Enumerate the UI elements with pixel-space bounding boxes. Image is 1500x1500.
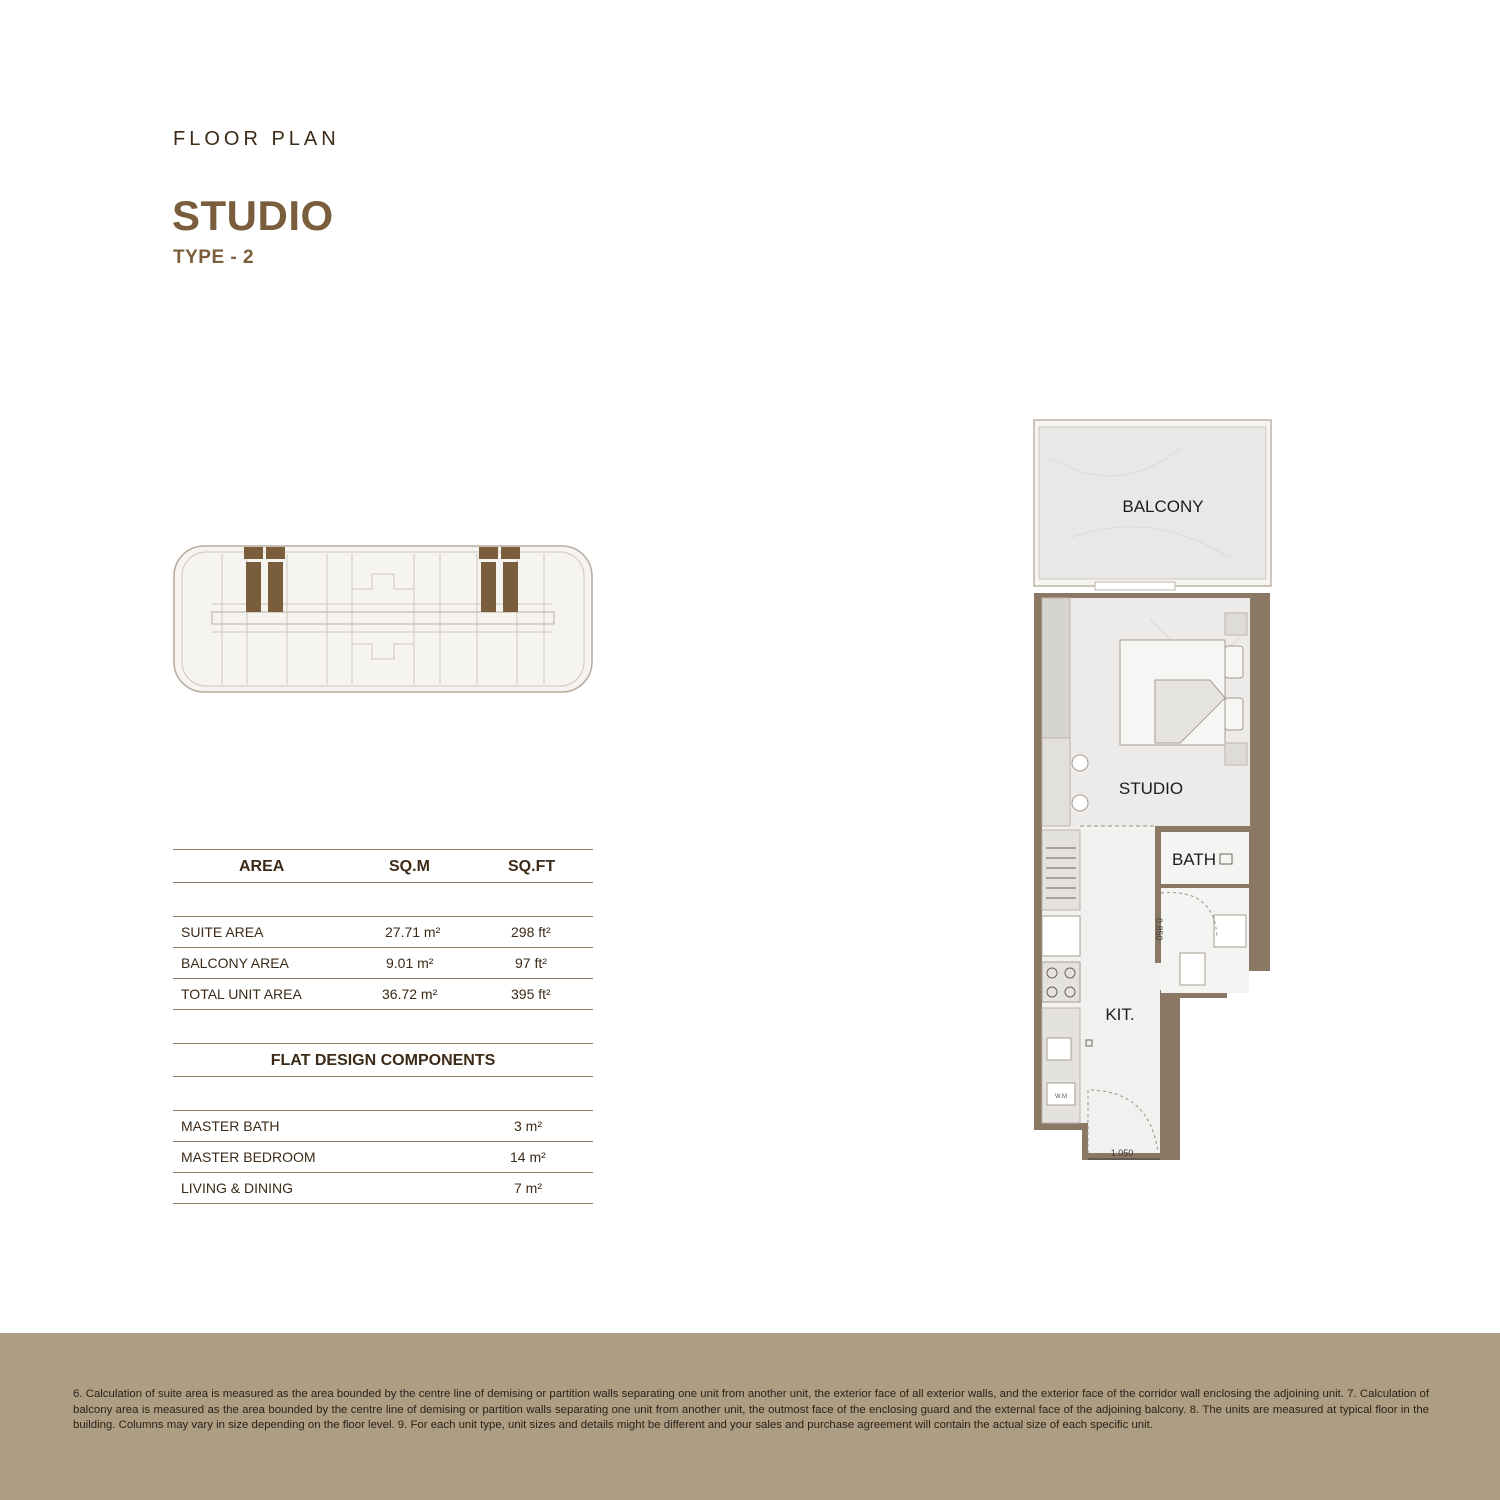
pillow-icon — [1225, 646, 1243, 678]
room-label-bath: BATH — [1171, 850, 1217, 869]
row-value: 7 m² — [514, 1180, 542, 1196]
toilet-icon — [1180, 953, 1205, 985]
footer-notes: 6. Calculation of suite area is measured as the area bounded by the centre line of demising or partition walls separating one unit from another unit, the exterior face of all exterior walls, and the exterior face of the corridor wall enclosing the adjoining unit. 7. Calculation of balcony area is measured as the area bounded by the centre line of demising or partition walls separating one unit from another unit, the outmost face of the enclosing guard and the external face of the adjoining balcony. 8. The units are measured at typical floor in the building. Columns may vary in size depending on the floor level. 9. For each unit type, unit sizes and details might be different and your sales and purchase agreement will contain the actual size of each specific unit. — [73, 1388, 1429, 1431]
pillow-icon — [1225, 698, 1243, 730]
dimension-door: 0.850 — [1154, 918, 1164, 941]
stool-icon — [1072, 795, 1088, 811]
room-label-balcony: BALCONY — [1122, 497, 1204, 516]
row-label: MASTER BATH — [181, 1118, 280, 1134]
stool-icon — [1072, 755, 1088, 771]
row-label: LIVING & DINING — [181, 1180, 294, 1196]
column-header: SQ.M — [389, 858, 430, 875]
balcony-sliding-door — [1095, 582, 1175, 590]
row-sqft: 395 ft² — [511, 986, 551, 1002]
kitchen-counter — [1042, 1008, 1080, 1123]
table-row — [173, 978, 593, 1010]
area-table-header — [173, 850, 593, 883]
row-value: 3 m² — [514, 1118, 542, 1134]
key-plan — [172, 544, 594, 694]
kitchen-sink-icon — [1047, 1038, 1071, 1060]
nightstand-icon — [1225, 613, 1247, 635]
row-label: TOTAL UNIT AREA — [181, 986, 302, 1002]
row-sqm: 27.71 m² — [385, 924, 441, 940]
table-row — [173, 1141, 593, 1173]
desk — [1042, 738, 1070, 826]
row-value: 14 m² — [510, 1149, 546, 1165]
room-label-studio: STUDIO — [1118, 779, 1184, 798]
floor-plan — [1030, 418, 1275, 1163]
row-sqft: 298 ft² — [511, 924, 551, 940]
dimension-entry: 1.050 — [1110, 1148, 1134, 1158]
appliance-label: W.M — [1055, 1094, 1067, 1100]
page-title: STUDIO — [172, 192, 334, 239]
row-label: BALCONY AREA — [181, 955, 289, 971]
table-row — [173, 1172, 593, 1204]
table-spacer-row — [173, 1079, 593, 1111]
nightstand-icon — [1225, 743, 1247, 765]
row-sqm: 36.72 m² — [382, 986, 438, 1002]
components-table-header — [173, 1044, 593, 1077]
row-sqft: 97 ft² — [515, 955, 547, 971]
table-row — [173, 1110, 593, 1142]
table-row — [173, 947, 593, 979]
column-header: AREA — [239, 858, 285, 875]
components-title: FLAT DESIGN COMPONENTS — [270, 1052, 496, 1069]
page-eyebrow: FLOOR PLAN — [173, 128, 340, 150]
row-label: SUITE AREA — [181, 924, 264, 940]
row-sqm: 9.01 m² — [386, 955, 434, 971]
hob-icon — [1042, 962, 1080, 1002]
row-label: MASTER BEDROOM — [181, 1149, 316, 1165]
table-row — [173, 916, 593, 948]
sink-icon — [1214, 915, 1246, 947]
unit-type: TYPE - 2 — [173, 247, 255, 268]
column-header: SQ.FT — [508, 858, 556, 875]
room-label-kitchen: KIT. — [1105, 1005, 1135, 1024]
table-spacer-row — [173, 885, 593, 917]
fridge-icon — [1042, 916, 1080, 956]
